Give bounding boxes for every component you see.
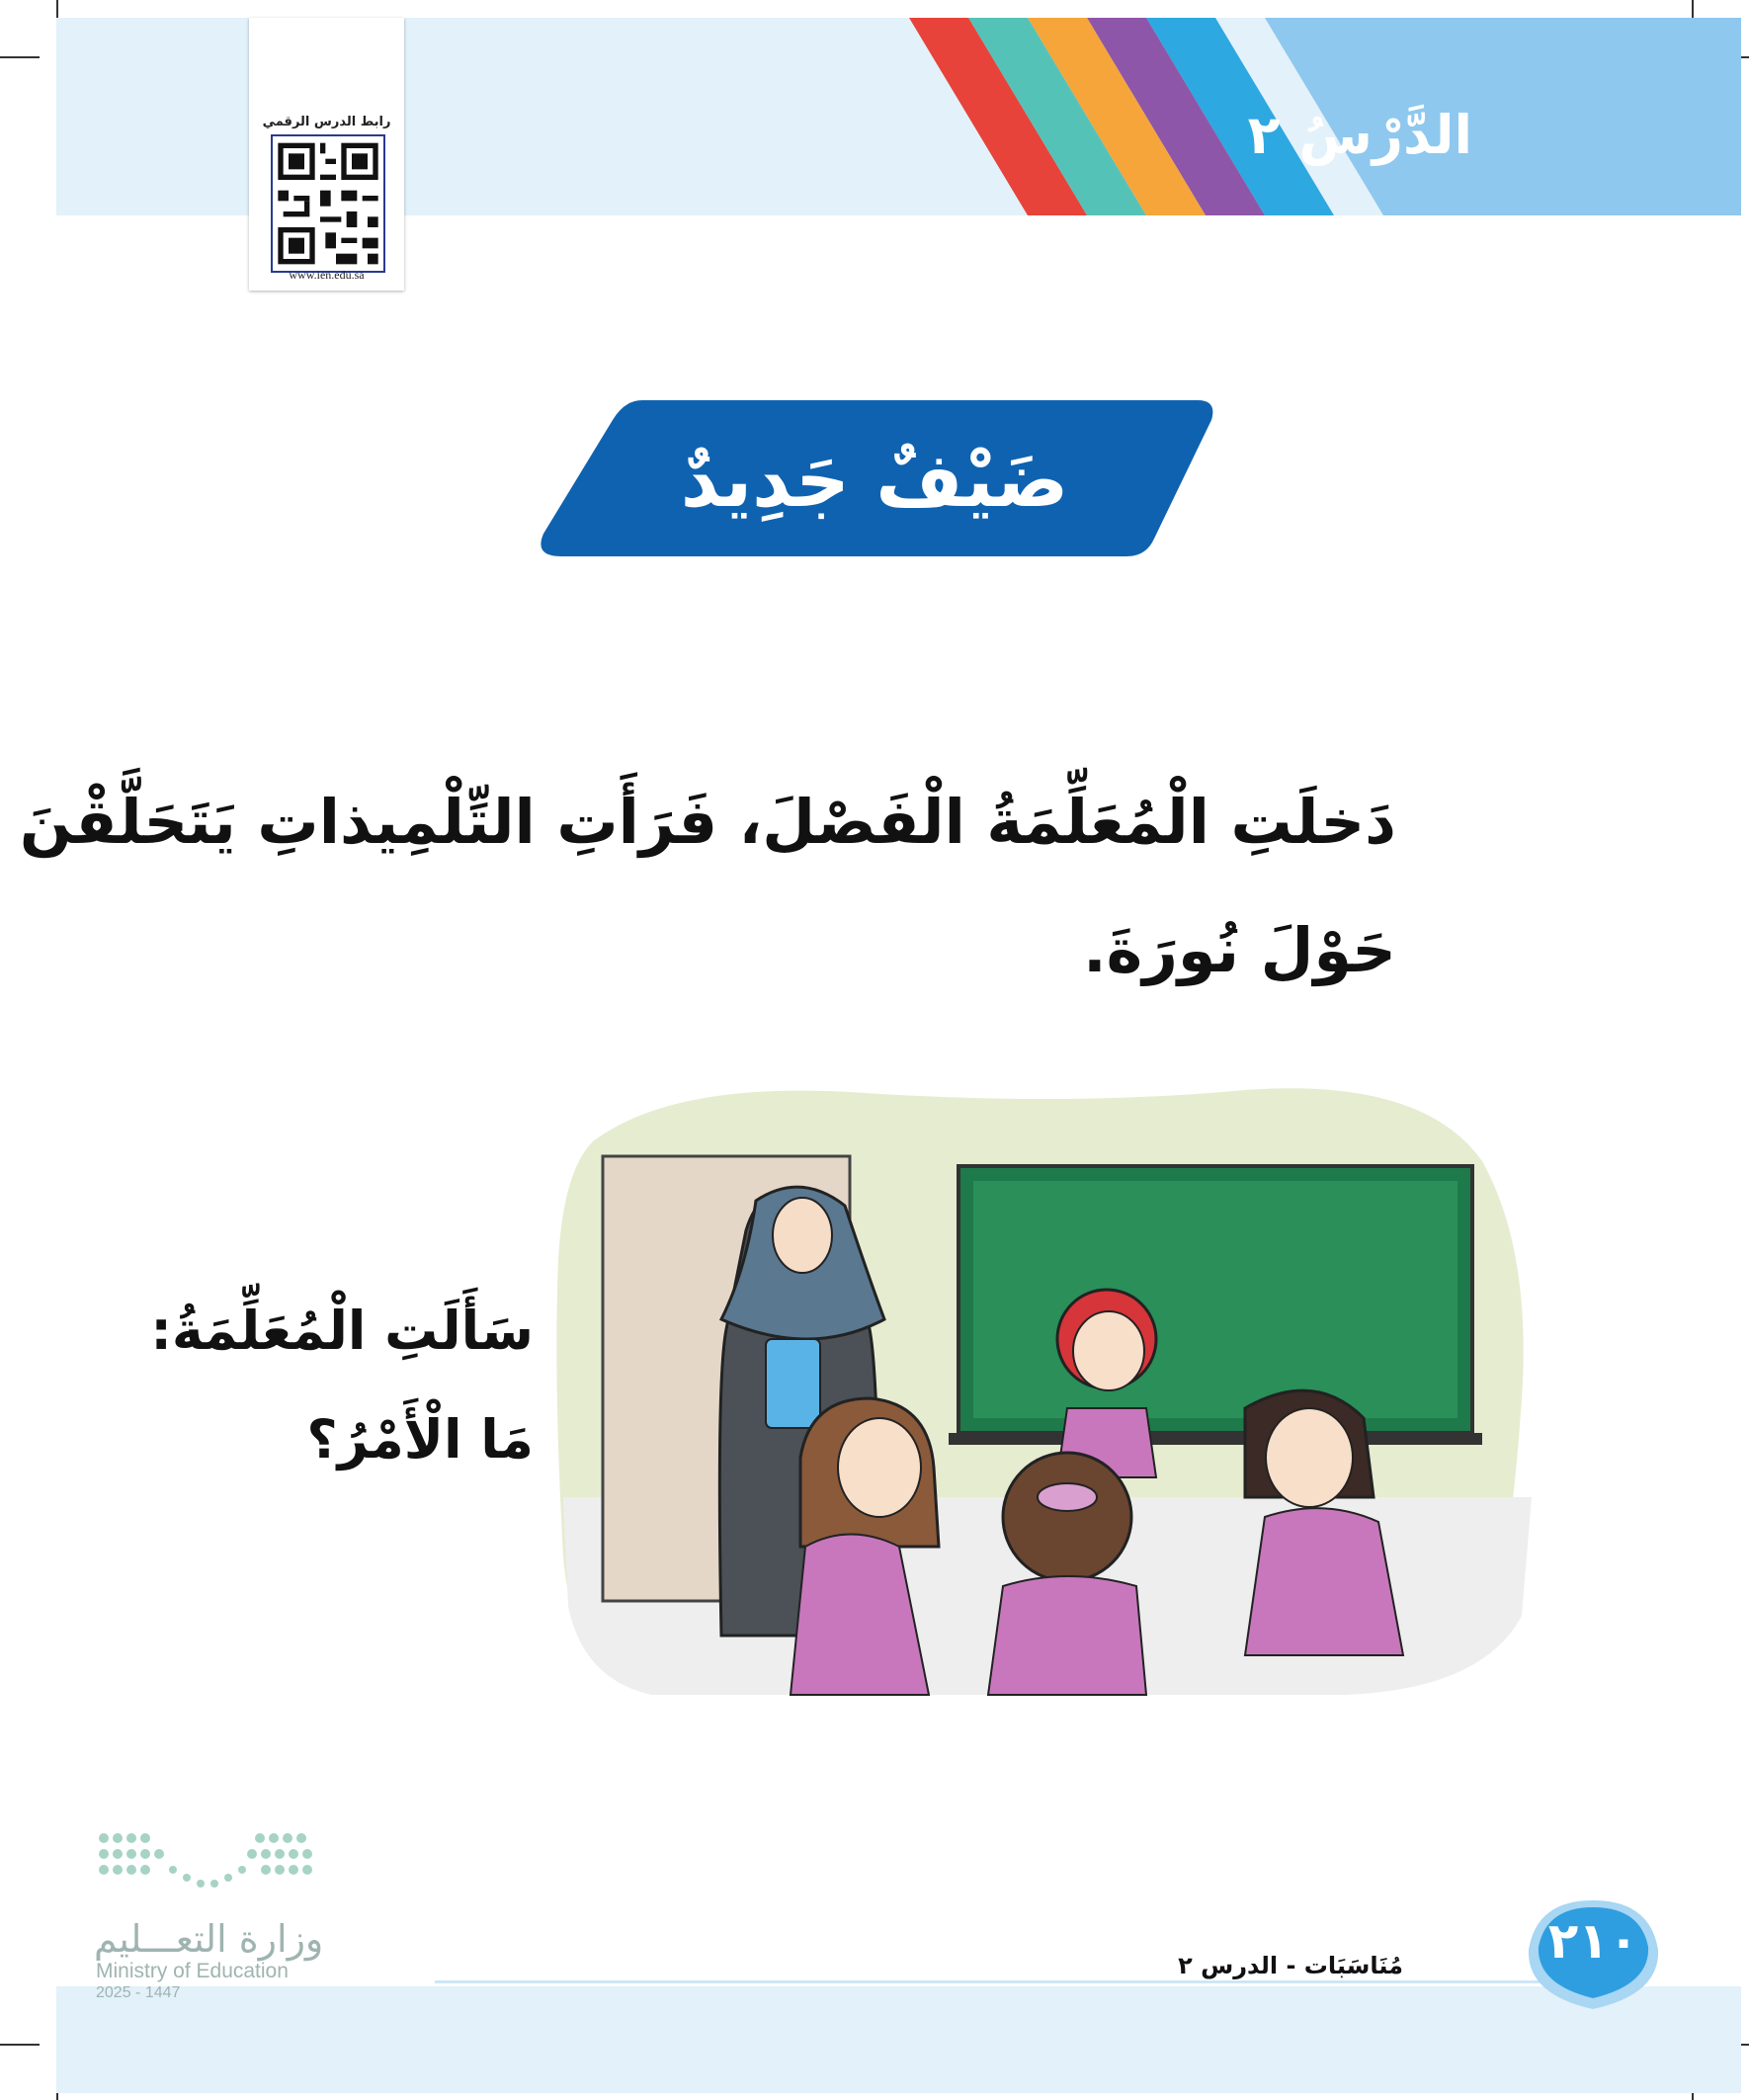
footer-rule: [435, 1980, 1601, 1983]
qr-card[interactable]: [249, 18, 404, 291]
edition-year: 2025 - 1447: [96, 1984, 181, 2001]
qr-caption: رابط الدرس الرقمي: [262, 115, 391, 129]
crop-mark: [0, 2044, 40, 2046]
lesson-title: ضَيْفٌ جَدِيدٌ: [680, 435, 1069, 524]
qr-url[interactable]: www.ien.edu.sa: [289, 268, 365, 282]
story-line-2: حَوْلَ نُورَةَ.: [1083, 914, 1396, 986]
dialogue-line-2: مَا الْأَمْرُ؟: [306, 1408, 534, 1470]
dialogue-line-1: سَأَلَتِ الْمُعَلِّمَةُ:: [150, 1300, 534, 1362]
story-line-1: دَخلَتِ الْمُعَلِّمَةُ الْفَصْلَ، فَرَأَتِ التِّلْمِيذاتِ يَتَحَلَّقْنَ: [19, 786, 1396, 858]
page-number: ٢١٠: [1547, 1912, 1639, 1970]
unit-lesson-label: مُنَاسَبَات - الدرس ٢: [1178, 1952, 1403, 1979]
lesson-label: الدَّرْسُ ٢: [1247, 104, 1472, 166]
ministry-name-english: Ministry of Education: [96, 1960, 289, 1982]
ministry-logo: [94, 1818, 331, 1917]
ministry-name-arabic: وزارة التعـــليم: [94, 1917, 324, 1961]
classroom-illustration: [553, 1082, 1541, 1700]
footer-band: [56, 1986, 1741, 2093]
qr-code-icon[interactable]: [271, 134, 385, 273]
